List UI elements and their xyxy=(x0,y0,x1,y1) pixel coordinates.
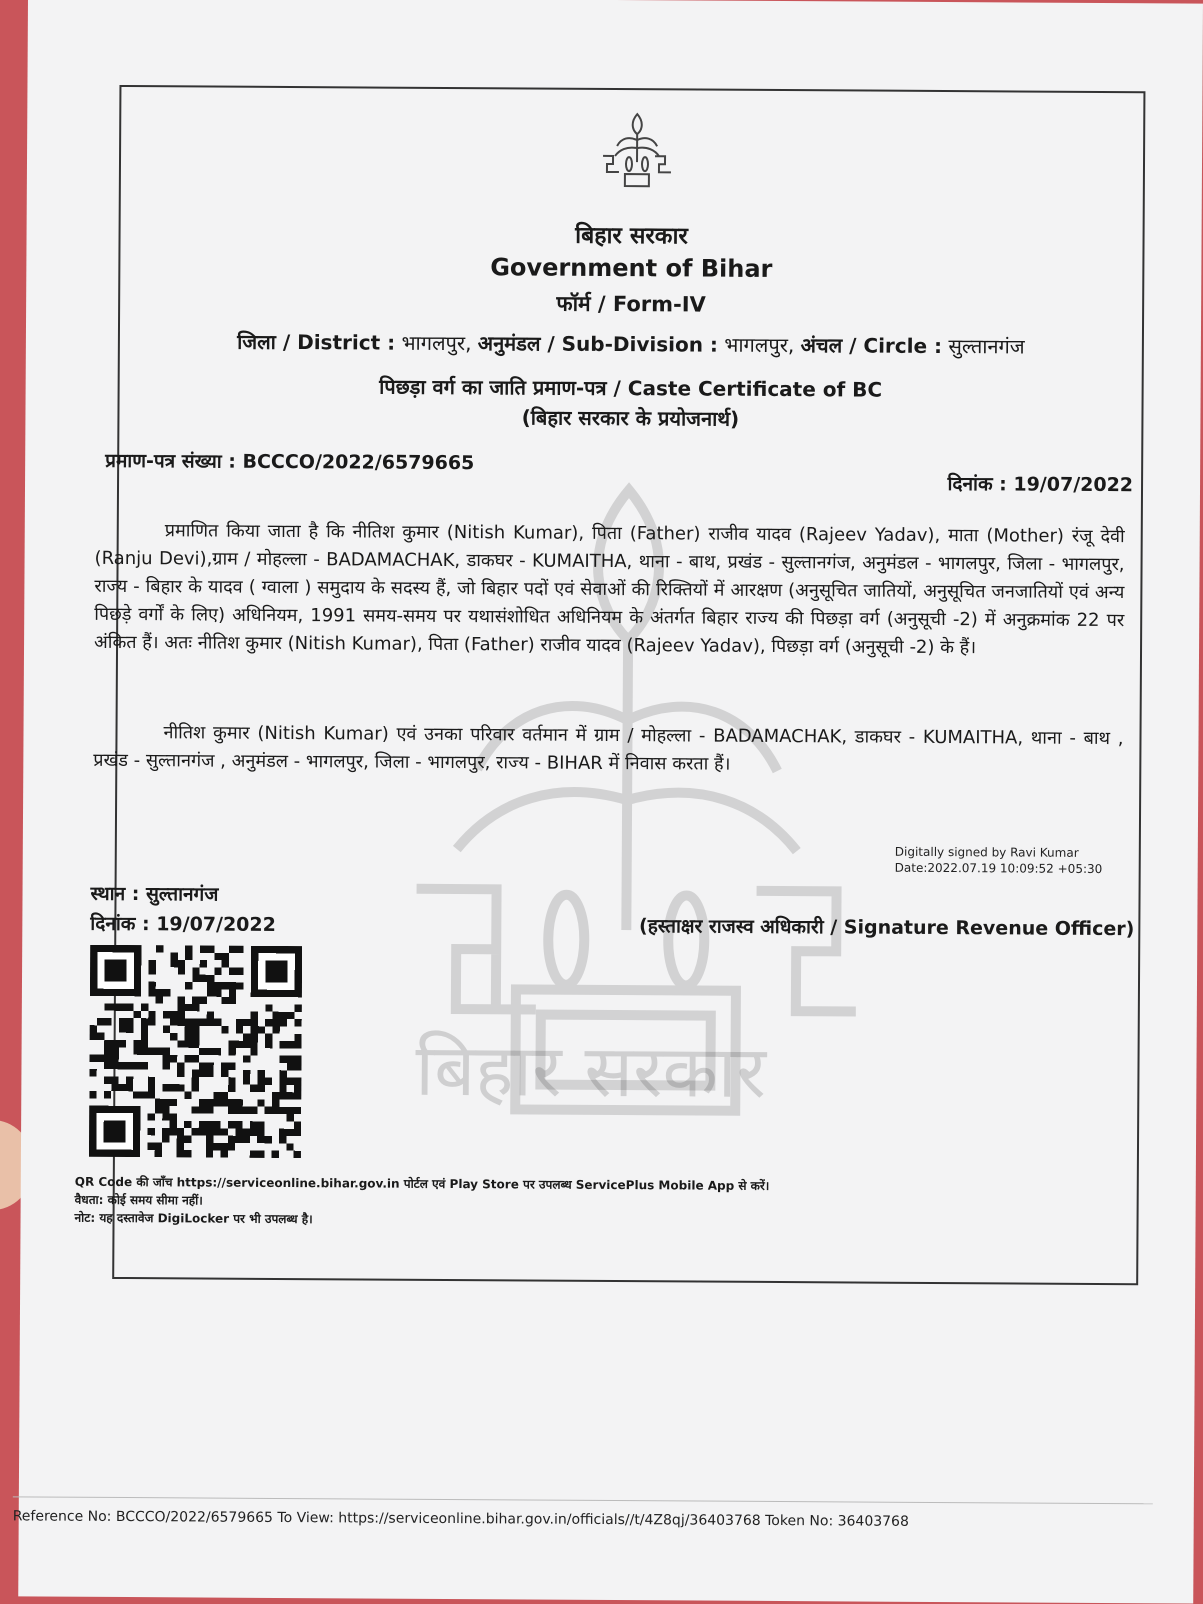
footer-note-digilocker: नोट: यह दस्तावेज DigiLocker पर भी उपलब्ध है। xyxy=(74,1210,313,1227)
subdivision-label: अनुमंडल / Sub-Division : xyxy=(477,331,719,357)
footer-note-qr: QR Code की जाँच https://serviceonline.bihar.gov.in पोर्टल एवं Play Store पर उपलब्ध ServicePlus Mobile App से करें। xyxy=(74,1174,770,1193)
govt-title-english: Government of Bihar xyxy=(490,253,773,283)
district-value: भागलपुर, xyxy=(401,330,472,356)
circle-value: सुल्तानगंज xyxy=(948,334,1025,359)
footer-note-validity: वैधता: कोई समय सीमा नहीं। xyxy=(74,1192,203,1208)
watermark-text: बिहार सरकार xyxy=(415,1027,767,1114)
subdivision-value: भागलपुर, xyxy=(724,332,795,358)
certificate-body-paragraph-2: नीतिश कुमार (Nitish Kumar) एवं उनका परिवार वर्तमान में ग्राम / मोहल्ला - BADAMACHAK, डाकघर - KUMAITHA, थाना - बाथ , प्रखंड - सुल्तानगंज , अनुमंडल - भागलपुर, जिला - भागलपुर, राज्य - BIHAR में निवास करता हैं। xyxy=(93,722,1124,775)
bihar-emblem-icon xyxy=(597,110,677,190)
certificate-number-value: BCCCO/2022/6579665 xyxy=(242,450,475,475)
form-number: फॉर्म / Form-IV xyxy=(556,291,706,317)
district-line xyxy=(120,327,1142,360)
issue-date-value: 19/07/2022 xyxy=(1013,473,1134,497)
certificate-number xyxy=(105,447,474,475)
district-label: जिला / District : xyxy=(237,329,396,355)
digital-signature-signer: Digitally signed by Ravi Kumar xyxy=(894,844,1079,860)
certificate-title: पिछड़ा वर्ग का जाति प्रमाण-पत्र / Caste Certificate of BC xyxy=(379,374,883,402)
signature-date: दिनांक : 19/07/2022 xyxy=(90,912,276,936)
footer-notes xyxy=(74,1173,769,1231)
certificate-purpose: (बिहार सरकार के प्रयोजनार्थ) xyxy=(521,405,740,431)
digital-signature xyxy=(895,844,1103,877)
reference-divider xyxy=(13,1496,1153,1504)
circle-label: अंचल / Circle : xyxy=(800,333,943,359)
certificate-number-label: प्रमाण-पत्र संख्या : xyxy=(105,449,236,473)
certificate-paper xyxy=(12,0,1203,1604)
place: स्थान : सुल्तानगंज xyxy=(90,882,219,906)
issue-date-label: दिनांक : xyxy=(947,473,1007,496)
govt-title-hindi: बिहार सरकार xyxy=(575,222,688,250)
officer-signature-label: (हस्ताक्षर राजस्व अधिकारी / Signature Revenue Officer) xyxy=(638,915,1135,941)
certificate-body-paragraph-1: प्रमाणित किया जाता है कि नीतिश कुमार (Nitish Kumar), पिता (Father) राजीव यादव (Rajeev Yadav), माता (Mother) रंजू देवी (Ranju Devi),ग्राम / मोहल्ला - BADAMACHAK, डाकघर - KUMAITHA, थाना - बाथ, प्रखंड - सुल्तानगंज, अनुमंडल - भागलपुर, जिला - भागलपुर, राज्य - बिहार के यादव ( ग्वाला ) समुदाय के सदस्य हैं, जो बिहार पदों एवं सेवाओं की रिक्तियों में आरक्षण (अनुसूचित जातियों, अनुसूचित जनजातियों एवं अन्य पिछड़े वर्गों के लिए) अधिनियम, 1991 समय-समय पर यथासंशोधित अधिनियम के अंतर्गत बिहार राज्य की पिछड़ा वर्ग (अनुसूची -2) में अनुक्रमांक 22 पर अंकित हैं। अतः नीतिश कुमार (Nitish Kumar), पिता (Father) राजीव यादव (Rajeev Yadav), पिछड़ा वर्ग (अनुसूची -2) के हैं। xyxy=(94,520,1125,659)
reference-line: Reference No: BCCCO/2022/6579665 To View: https://serviceonline.bihar.gov.in/officials//t/4Z8qj/36403768 Token No: 36403768 xyxy=(12,1508,909,1530)
place-date-block xyxy=(90,879,276,940)
issue-date xyxy=(947,470,1133,497)
qr-code-icon xyxy=(89,945,302,1158)
certificate-frame xyxy=(74,85,1145,1285)
digital-signature-date: Date:2022.07.19 10:09:52 +05:30 xyxy=(894,860,1103,876)
